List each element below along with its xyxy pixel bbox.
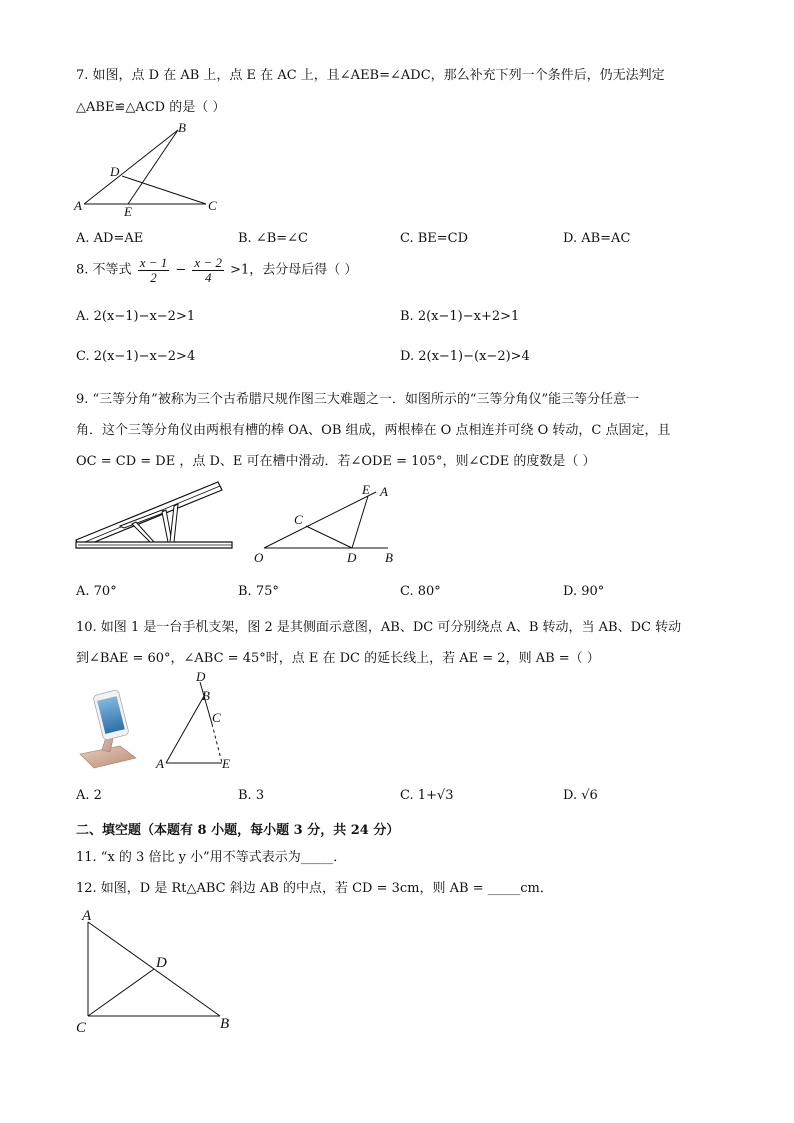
- q9-geometry-figure: [248, 478, 408, 570]
- q10-label-b: B: [202, 688, 210, 703]
- q10-option-d[interactable]: D. √6: [563, 788, 598, 803]
- q10-option-c[interactable]: C. 1+√3: [400, 788, 454, 803]
- q9-stem-line1: 9. “三等分角”被称为三个古希腊尺规作图三大难题之一．如图所示的“三等分角仪”能三等分任意一: [76, 392, 640, 407]
- q10-label-d: D: [196, 669, 206, 684]
- q7-label-b: B: [178, 120, 186, 135]
- q10-stem-line1: 10. 如图 1 是一台手机支架，图 2 是其侧面示意图，AB、DC 可分别绕点 A、B 转动，当 AB、DC 转动: [76, 620, 682, 635]
- q10-phone-stand-photo: [76, 684, 140, 770]
- q10-label-e: E: [222, 756, 230, 771]
- q12-label-c: C: [76, 1020, 87, 1036]
- q10-extension-ce: [212, 724, 222, 763]
- q7-option-c[interactable]: C. BE=CD: [400, 231, 469, 246]
- q9-label-d: D: [347, 550, 357, 565]
- q7-option-a[interactable]: A. AD=AE: [76, 231, 144, 246]
- q8-frac2-denominator: 4: [204, 269, 212, 285]
- q9-stem-line3: OC = CD = DE ，点 D、E 可在槽中滑动．若∠ODE = 105°，则∠CDE 的度数是（ ）: [76, 454, 596, 469]
- q7-stem-line1: 7. 如图，点 D 在 AB 上，点 E 在 AC 上，且∠AEB=∠ADC，那么补充下列一个条件后，仍无法判定: [76, 68, 665, 83]
- q7-label-c: C: [208, 198, 217, 213]
- q9-option-b[interactable]: B. 75°: [238, 584, 279, 599]
- q8-option-a[interactable]: A. 2(x−1)−x−2>1: [76, 309, 196, 324]
- q9-label-o: O: [254, 550, 264, 565]
- q7-option-b[interactable]: B. ∠B=∠C: [238, 231, 308, 246]
- q9-option-a[interactable]: A. 70°: [76, 584, 117, 599]
- q7-segment-dc: [122, 176, 206, 204]
- q8-fraction-1: [138, 256, 170, 284]
- q9-stem-line2: 角．这个三等分角仪由两根有槽的棒 OA、OB 组成，两根棒在 O 点相连并可绕 O 转动，C 点固定，且: [76, 423, 671, 438]
- q7-label-a: A: [74, 198, 82, 213]
- q9-trisector-device-drawing: [74, 480, 238, 556]
- q9-label-a: A: [380, 484, 388, 499]
- q12-segment-cd: [88, 969, 154, 1016]
- q8-suffix: >1，去分母后得（ ）: [230, 262, 358, 278]
- q8-stem: [76, 256, 357, 284]
- q8-option-b[interactable]: B. 2(x−1)−x+2>1: [400, 309, 520, 324]
- q9-option-d[interactable]: D. 90°: [563, 584, 605, 599]
- q8-minus: −: [175, 262, 187, 278]
- q7-triangle-figure: [70, 118, 230, 222]
- q10-option-a[interactable]: A. 2: [76, 788, 102, 803]
- q12-stem: 12. 如图，D 是 Rt△ABC 斜边 AB 的中点，若 CD = 3cm，则 AB = _____cm．: [76, 881, 553, 896]
- q9-label-c: C: [294, 512, 303, 527]
- q8-option-c[interactable]: C. 2(x−1)−x−2>4: [76, 349, 196, 364]
- q9-option-c[interactable]: C. 80°: [400, 584, 441, 599]
- q12-label-b: B: [220, 1016, 230, 1032]
- section-fill-in-blank-heading: 二、填空题（本题有 8 小题，每小题 3 分，共 24 分）: [76, 823, 400, 838]
- q8-frac1-denominator: 2: [150, 269, 157, 285]
- q9-label-e: E: [362, 482, 370, 497]
- q12-label-d: D: [156, 955, 167, 971]
- q8-fraction-2: [192, 256, 224, 284]
- q8-option-d[interactable]: D. 2(x−1)−(x−2)>4: [400, 349, 530, 364]
- q9-segment-cd: [306, 526, 352, 548]
- q8-prefix: 8. 不等式: [76, 262, 132, 278]
- q7-label-e: E: [124, 204, 132, 219]
- q9-label-b: B: [385, 550, 393, 565]
- q12-label-a: A: [82, 908, 92, 924]
- q11-stem: 11. “x 的 3 倍比 y 小”用不等式表示为_____．: [76, 850, 347, 865]
- q7-segment-ab: [84, 130, 178, 204]
- q9-ray-oa: [264, 492, 376, 548]
- q7-stem-line2: △ABE≌△ACD 的是（ ）: [76, 100, 226, 115]
- q10-stem-line2: 到∠BAE = 60°，∠ABC = 45°时，点 E 在 DC 的延长线上，若 AE = 2，则 AB =（ ）: [76, 651, 600, 666]
- q10-option-b[interactable]: B. 3: [238, 788, 265, 803]
- q7-label-d: D: [110, 164, 120, 179]
- q9-device-link-cd: [132, 522, 154, 542]
- q7-option-d[interactable]: D. AB=AC: [563, 231, 631, 246]
- q8-frac2-numerator: x − 2: [194, 255, 222, 270]
- q12-right-triangle-figure: [70, 904, 240, 1040]
- q10-label-c: C: [212, 710, 221, 725]
- q7-segment-be: [128, 130, 178, 204]
- q9-segment-de: [352, 496, 368, 548]
- q10-side-view-figure: [152, 668, 242, 772]
- q10-segment-ab: [166, 696, 204, 763]
- q8-frac1-numerator: x − 1: [139, 255, 168, 270]
- q10-label-a: A: [156, 756, 164, 771]
